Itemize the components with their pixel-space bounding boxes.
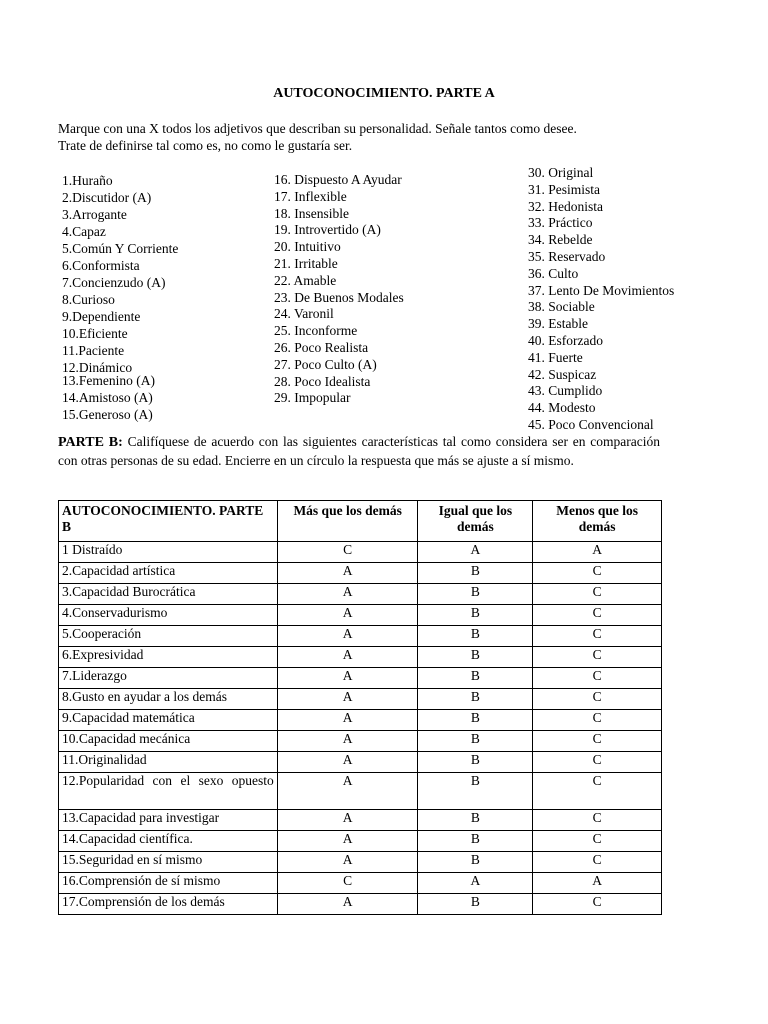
adjective-item[interactable]: 8.Curioso: [62, 292, 115, 307]
adjective-item[interactable]: 12.Dinámico: [62, 360, 133, 375]
option-more[interactable]: A: [277, 668, 418, 689]
adjective-item[interactable]: 39. Estable: [528, 316, 588, 332]
adjective-item[interactable]: 21. Irritable: [274, 256, 338, 271]
option-equal[interactable]: B: [418, 894, 533, 915]
adjective-item[interactable]: 41. Fuerte: [528, 349, 583, 365]
option-equal[interactable]: B: [418, 563, 533, 584]
adjective-item[interactable]: 40. Esforzado: [528, 333, 603, 348]
option-equal[interactable]: A: [418, 873, 533, 894]
trait-label: 15.Seguridad en sí mismo: [59, 852, 278, 873]
option-less[interactable]: A: [533, 873, 662, 894]
table-row: [59, 810, 662, 831]
table-row: [59, 831, 662, 852]
adjective-item[interactable]: 4.Capaz: [62, 224, 106, 239]
option-less[interactable]: C: [533, 731, 662, 752]
adjective-item[interactable]: 16. Dispuesto A Ayudar: [274, 172, 402, 187]
option-less[interactable]: C: [533, 752, 662, 773]
adjective-item[interactable]: 3.Arrogante: [62, 207, 127, 222]
option-less[interactable]: C: [533, 810, 662, 831]
rating-table: [58, 500, 662, 915]
option-equal[interactable]: B: [418, 831, 533, 852]
adjective-item[interactable]: 44. Modesto: [528, 400, 596, 416]
table-row: [59, 542, 662, 563]
part-b-text: Califíquese de acuerdo con las siguientes características tal como considera ser en comparación con otras personas de su edad. Encierre en un círculo la respuesta que más se ajuste a sí mismo.: [58, 434, 660, 468]
option-less[interactable]: C: [533, 668, 662, 689]
adjective-item[interactable]: 30. Original: [528, 165, 594, 180]
trait-label: 13.Capacidad para investigar: [59, 810, 278, 831]
adjective-item[interactable]: 10.Eficiente: [62, 326, 128, 341]
table-row: [59, 647, 662, 668]
trait-label: 6.Expresividad: [59, 647, 278, 668]
adjective-item[interactable]: 17. Inflexible: [274, 188, 347, 204]
part-b-instructions: [58, 433, 660, 470]
adjective-item[interactable]: 1.Huraño: [62, 173, 113, 188]
adjective-item[interactable]: 28. Poco Idealista: [274, 373, 371, 389]
option-more[interactable]: A: [277, 689, 418, 710]
option-equal[interactable]: B: [418, 773, 533, 810]
table-row: [59, 605, 662, 626]
option-equal[interactable]: B: [418, 668, 533, 689]
adjective-item[interactable]: 19. Introvertido (A): [274, 222, 381, 238]
option-less[interactable]: C: [533, 689, 662, 710]
trait-label: 11.Originalidad: [59, 752, 278, 773]
adjective-item[interactable]: 37. Lento De Movimientos: [528, 282, 675, 298]
table-row: [59, 584, 662, 605]
adjective-item[interactable]: 29. Impopular: [274, 390, 351, 406]
option-more[interactable]: A: [277, 894, 418, 915]
table-row: [59, 852, 662, 873]
option-more[interactable]: A: [277, 563, 418, 584]
table-row: [59, 563, 662, 584]
option-equal[interactable]: A: [418, 542, 533, 563]
adjective-item[interactable]: 43. Cumplido: [528, 383, 603, 399]
table-row: [59, 894, 662, 915]
option-less[interactable]: C: [533, 773, 662, 810]
option-less[interactable]: C: [533, 605, 662, 626]
option-less[interactable]: A: [533, 542, 662, 563]
option-more[interactable]: A: [277, 852, 418, 873]
page-title: AUTOCONOCIMIENTO. PARTE A: [273, 86, 495, 101]
option-equal[interactable]: B: [418, 605, 533, 626]
option-equal[interactable]: B: [418, 731, 533, 752]
adjective-item[interactable]: 45. Poco Convencional: [528, 417, 654, 432]
adjective-item[interactable]: 36. Culto: [528, 265, 579, 281]
trait-label-text: 12.Popularidad con el sexo opuesto: [62, 773, 274, 788]
adjective-item[interactable]: 13.Femenino (A): [62, 373, 155, 388]
adjective-item[interactable]: 6.Conformista: [62, 258, 140, 273]
option-less[interactable]: C: [533, 563, 662, 584]
instructions-line-2: Trate de definirse tal como es, no como le gustaría ser.: [58, 138, 353, 153]
adjective-item[interactable]: 42. Suspicaz: [528, 366, 597, 382]
option-equal[interactable]: B: [418, 752, 533, 773]
trait-label: 7.Liderazgo: [59, 668, 278, 689]
option-more[interactable]: C: [277, 873, 418, 894]
option-equal[interactable]: B: [418, 626, 533, 647]
table-row: [59, 689, 662, 710]
adjective-item[interactable]: 15.Generoso (A): [62, 407, 153, 422]
option-more[interactable]: A: [277, 710, 418, 731]
table-row: [59, 668, 662, 689]
option-less[interactable]: C: [533, 584, 662, 605]
adjective-item[interactable]: 5.Común Y Corriente: [62, 241, 179, 256]
option-more[interactable]: A: [277, 773, 418, 810]
adjective-item[interactable]: 26. Poco Realista: [274, 340, 369, 355]
option-more[interactable]: A: [277, 626, 418, 647]
trait-label: 14.Capacidad científica.: [59, 831, 278, 852]
trait-label: 1 Distraído: [59, 542, 278, 563]
trait-label: 5.Cooperación: [59, 626, 278, 647]
option-less[interactable]: C: [533, 852, 662, 873]
adjective-item[interactable]: 2.Discutidor (A): [62, 190, 152, 205]
option-more[interactable]: A: [277, 584, 418, 605]
option-equal[interactable]: B: [418, 584, 533, 605]
adjective-item[interactable]: 35. Reservado: [528, 249, 606, 264]
adjective-item[interactable]: 11.Paciente: [62, 343, 125, 358]
table-row: [59, 773, 662, 810]
option-more[interactable]: A: [277, 647, 418, 668]
adjective-item[interactable]: 9.Dependiente: [62, 309, 141, 324]
trait-label: 16.Comprensión de sí mismo: [59, 873, 278, 894]
trait-label: 17.Comprensión de los demás: [59, 894, 278, 915]
option-equal[interactable]: B: [418, 810, 533, 831]
option-more[interactable]: A: [277, 731, 418, 752]
option-less[interactable]: C: [533, 831, 662, 852]
adjective-item[interactable]: 25. Inconforme: [274, 323, 358, 339]
header-equal: Igual que los demás: [418, 501, 533, 542]
option-more[interactable]: A: [277, 605, 418, 626]
adjective-item[interactable]: 27. Poco Culto (A): [274, 356, 377, 372]
table-row: [59, 626, 662, 647]
adjective-item[interactable]: 24. Varonil: [274, 306, 334, 322]
option-more[interactable]: A: [277, 752, 418, 773]
table-row: [59, 731, 662, 752]
trait-label: 4.Conservadurismo: [59, 605, 278, 626]
header-trait: AUTOCONOCIMIENTO. PARTE B: [59, 501, 278, 542]
header-less: Menos que los demás: [533, 501, 662, 542]
table-row: [59, 752, 662, 773]
adjective-item[interactable]: 22. Amable: [274, 272, 337, 288]
trait-label: 8.Gusto en ayudar a los demás: [59, 689, 278, 710]
table-row: [59, 873, 662, 894]
adjective-item[interactable]: 20. Intuitivo: [274, 239, 341, 255]
option-less[interactable]: C: [533, 894, 662, 915]
option-equal[interactable]: B: [418, 647, 533, 668]
option-less[interactable]: C: [533, 647, 662, 668]
instructions-line-1: Marque con una X todos los adjetivos que describan su personalidad. Señale tantos como desee.: [58, 121, 577, 136]
option-equal[interactable]: B: [418, 689, 533, 710]
option-less[interactable]: C: [533, 626, 662, 647]
trait-label: 9.Capacidad matemática: [59, 710, 278, 731]
trait-label: [59, 773, 278, 810]
option-equal[interactable]: B: [418, 710, 533, 731]
part-b-label: PARTE B:: [58, 435, 123, 450]
option-more[interactable]: C: [277, 542, 418, 563]
adjective-item[interactable]: 32. Hedonista: [528, 198, 603, 214]
adjective-item[interactable]: 38. Sociable: [528, 299, 595, 315]
option-less[interactable]: C: [533, 710, 662, 731]
option-equal[interactable]: B: [418, 852, 533, 873]
adjective-item[interactable]: 18. Insensible: [274, 205, 349, 221]
adjective-item[interactable]: 33. Práctico: [528, 215, 593, 231]
adjective-item[interactable]: 14.Amistoso (A): [62, 390, 153, 405]
option-more[interactable]: A: [277, 831, 418, 852]
trait-label: 2.Capacidad artística: [59, 563, 278, 584]
adjective-item[interactable]: 31. Pesimista: [528, 181, 601, 197]
adjective-item[interactable]: 7.Concienzudo (A): [62, 275, 166, 290]
header-more: Más que los demás: [277, 501, 418, 542]
adjective-item[interactable]: 23. De Buenos Modales: [274, 289, 404, 305]
option-more[interactable]: A: [277, 810, 418, 831]
table-row: [59, 710, 662, 731]
adjective-item[interactable]: 34. Rebelde: [528, 232, 593, 248]
trait-label: 3.Capacidad Burocrática: [59, 584, 278, 605]
trait-label: 10.Capacidad mecánica: [59, 731, 278, 752]
